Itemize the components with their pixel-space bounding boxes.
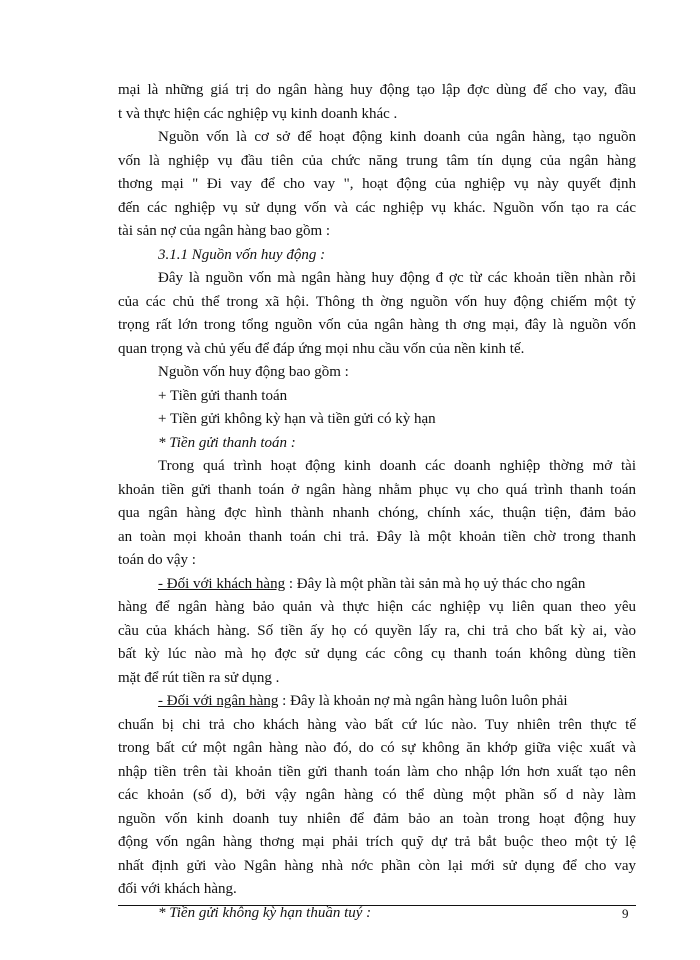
text-line: động vốn ngân hàng thơng mại phải trích quỹ dự trả bắt buộc theo một tỷ lệ: [118, 834, 636, 850]
page-number: 9: [622, 906, 629, 921]
text-line: qua ngân hàng đợc hình thành nhanh chóng, chính xác, thuận tiện, đảm bảo: [118, 505, 636, 521]
text-line: các khoản (số d), bởi vậy ngân hàng có thể dùng một phần số d này làm: [118, 787, 636, 803]
underlined-label: - Đối với khách hàng: [158, 575, 286, 592]
list-item: + Tiền gửi thanh toán: [158, 387, 288, 404]
text-run: : Đây là khoản nợ mà ngân hàng luôn luôn phải: [278, 693, 568, 709]
text-line: [118, 690, 636, 714]
text-line: toán do vậy :: [118, 552, 196, 568]
text-line: trọng rất lớn trong tổng nguồn vốn của ngân hàng th ơng mại, đây là nguồn vốn: [118, 317, 636, 333]
text-line: [118, 573, 636, 597]
text-line: quan trọng và chủ yếu để đáp ứng mọi nhu cầu vốn của nền kinh tế.: [118, 340, 525, 357]
text-line: an toàn mọi khoản thanh toán chi trả. Đây là một khoản tiền chờ trong thanh: [118, 528, 636, 545]
text-line: tài sản nợ của ngân hàng bao gồm :: [118, 223, 331, 239]
text-line: Nguồn vốn là cơ sở để hoạt động kinh doanh của ngân hàng, tạo nguồn: [158, 129, 636, 145]
text-line: nhất định gửi vào Ngân hàng nhà nớc phần còn lại mới sử dụng để cho vay: [118, 857, 636, 874]
underlined-label: - Đối với ngân hàng: [158, 693, 279, 709]
text-line: t và thực hiện các nghiệp vụ kinh doanh khác .: [118, 105, 398, 122]
text-line: mặt để rút tiền ra sử dụng .: [118, 669, 280, 686]
paragraph-for-bank: [118, 690, 636, 902]
text-line: bất kỳ lúc nào mà họ đợc sử dụng các công cụ thanh toán không dùng tiền: [118, 646, 636, 662]
text-line: nguồn vốn kinh doanh tuy nhiên để đảm bảo an toàn trong hoạt động huy: [118, 810, 636, 827]
paragraph-capital-source: [118, 126, 636, 244]
text-line: Trong quá trình hoạt động kinh doanh các doanh nghiệp thờng mở tài: [158, 458, 636, 474]
section-heading: 3.1.1 Nguồn vốn huy động :: [158, 246, 326, 263]
text-line: thơng mại " Đi vay để cho vay ", hoạt động của nghiệp vụ này quyết định: [118, 176, 636, 192]
text-line: đến các nghiệp vụ sử dụng vốn và các nghiệp vụ khác. Nguồn vốn tạo ra các: [118, 199, 636, 216]
paragraph-for-customers: [118, 573, 636, 691]
text-line: của các chủ thể trong xã hội. Thông th ờng nguồn vốn huy động chiếm một tỷ: [118, 293, 636, 310]
list-item: + Tiền gửi không kỳ hạn và tiền gửi có kỳ hạn: [158, 411, 436, 427]
subheading-payment-deposits: * Tiền gửi thanh toán :: [158, 434, 296, 451]
paragraph-mobilized-capital: [118, 267, 636, 361]
text-line: nhập tiền trên tài khoản tiền gửi thanh toán làm cho nhập lớn hơn xuất tạo nên: [118, 763, 636, 780]
body-text: [118, 79, 636, 925]
text-line: Nguồn vốn huy động bao gồm :: [158, 364, 349, 380]
paragraph-intro-continued: [118, 79, 636, 126]
text-line: chuẩn bị chi trả cho khách hàng vào bất cứ lúc nào. Tuy nhiên trên thực tế: [118, 716, 636, 733]
text-line: vốn là nghiệp vụ đầu tiên của chức năng trung tâm tín dụng của ngân hàng: [118, 152, 636, 169]
footer-divider: [118, 905, 636, 906]
text-line: đối với khách hàng.: [118, 881, 237, 897]
subheading-demand-deposits: * Tiền gửi không kỳ hạn thuần tuý :: [158, 904, 372, 921]
text-line: trong bất cứ một ngân hàng nào đó, do có sự không ăn khớp giữa việc xuất và: [118, 740, 636, 756]
text-line: mại là những giá trị do ngân hàng huy động tạo lập đợc dùng để cho vay, đầu: [118, 82, 636, 98]
text-line: cầu của khách hàng. Số tiền ấy họ có quyền lấy ra, chi trả cho bất kỳ ai, vào: [118, 622, 636, 639]
text-line: Đây là nguồn vốn mà ngân hàng huy động đ ợc từ các khoản tiền nhàn rỗi: [158, 270, 636, 286]
text-line: khoản tiền gửi thanh toán ở ngân hàng nhằm phục vụ cho quá trình thanh toán: [118, 481, 636, 498]
text-run: : Đây là một phần tài sản mà họ uỷ thác cho ngân: [285, 575, 586, 592]
text-line: hàng để ngân hàng bảo quản và thực hiện các nghiệp vụ liên quan theo yêu: [118, 599, 636, 615]
paragraph-payment-deposits: [118, 455, 636, 573]
